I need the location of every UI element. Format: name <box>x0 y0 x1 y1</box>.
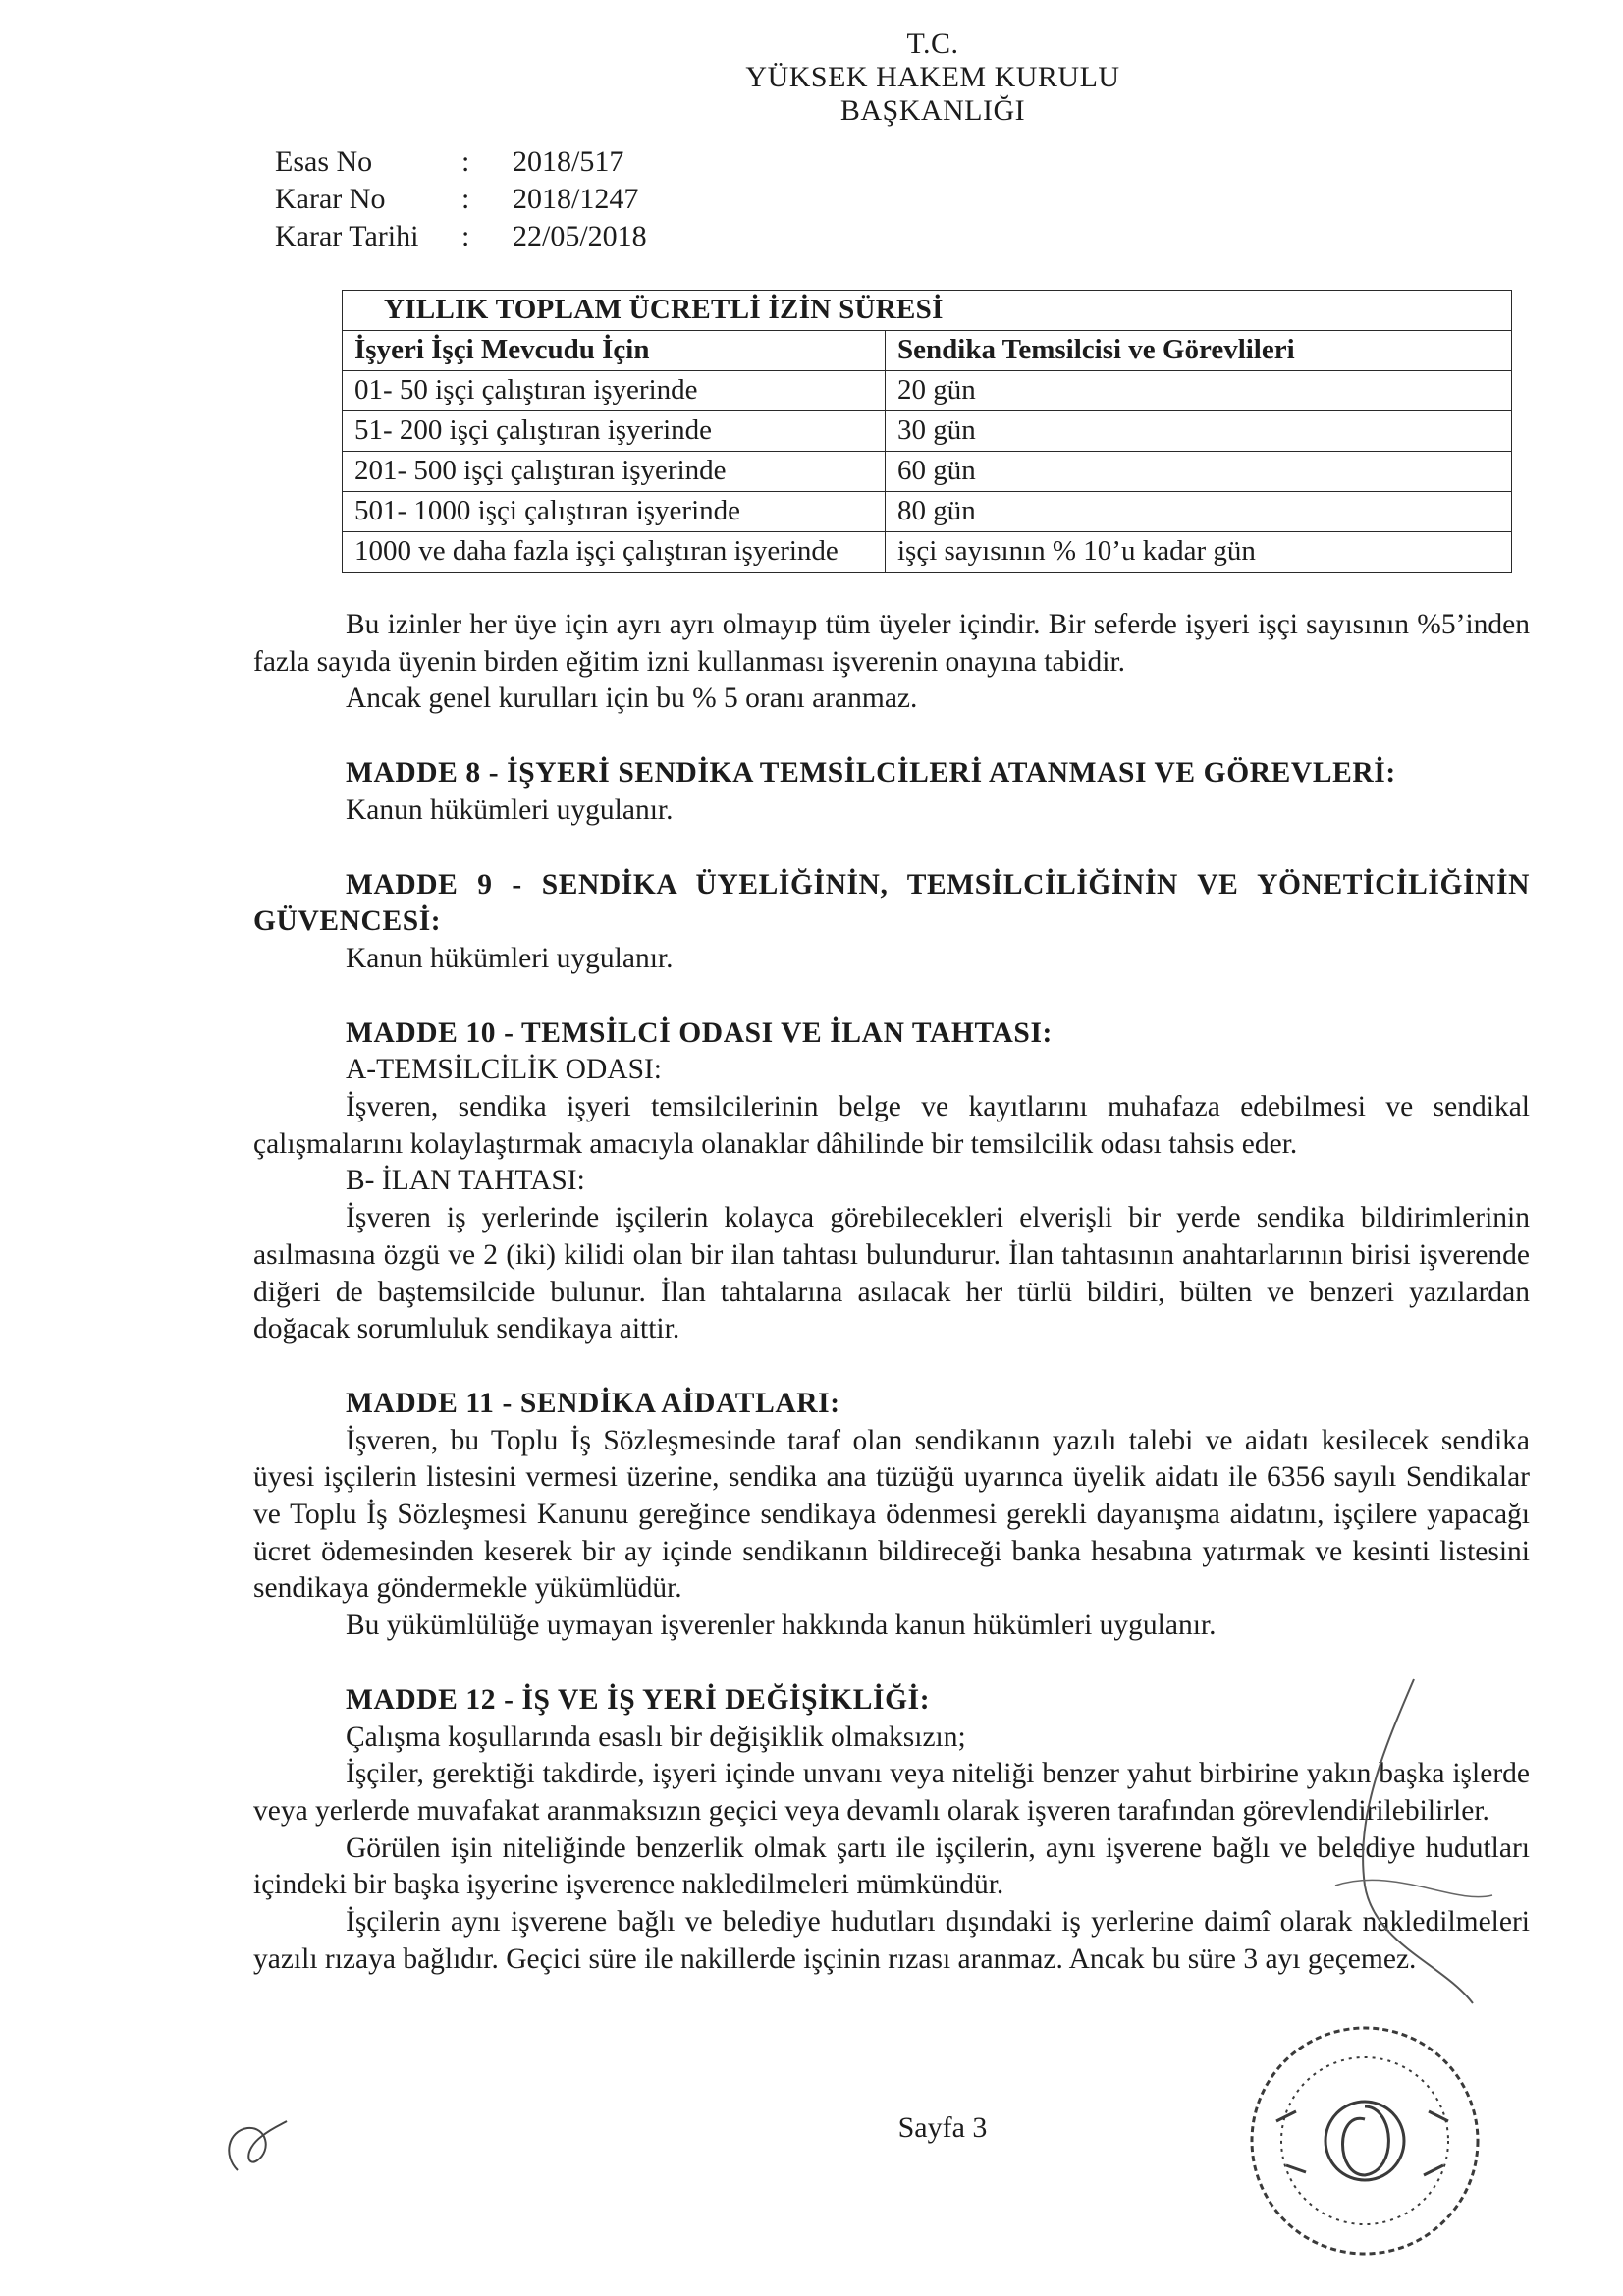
article-heading: MADDE 11 - SENDİKA AİDATLARI: <box>346 1387 840 1419</box>
esas-row <box>275 143 647 181</box>
tarih-row <box>275 218 647 255</box>
table-cell: 80 gün <box>886 492 1512 532</box>
table-cell: 1000 ve daha fazla işçi çalıştıran işyerinde <box>343 532 886 573</box>
tc-label: T.C. <box>906 27 959 60</box>
article-heading: MADDE 10 - TEMSİLCİ ODASI VE İLAN TAHTASI: <box>346 1016 1053 1049</box>
table-row <box>343 532 1512 573</box>
colon: : <box>461 220 470 252</box>
paragraph: Kanun hükümleri uygulanır. <box>346 793 674 826</box>
leave-table <box>342 290 1512 573</box>
paragraph: İşçiler, gerektiği takdirde, işyeri içinde unvanı veya niteliği benzer yahut birbirine yakın başka işlerde veya yerlerde muvafakat aranmaksızın geçici veya devamlı olarak işveren tarafından görevlendirilebilirler. <box>253 1758 1530 1827</box>
official-seal-icon <box>1217 2003 1512 2278</box>
table-header-row <box>343 331 1512 371</box>
table-title-row <box>343 291 1512 331</box>
karar-label: Karar No <box>275 183 386 215</box>
esas-label: Esas No <box>275 145 373 178</box>
table-row <box>343 371 1512 411</box>
article-heading: MADDE 9 - SENDİKA ÜYELİĞİNİN, TEMSİLCİLİĞİNİN VE YÖNETİCİLİĞİNİN GÜVENCESİ: <box>253 868 1530 938</box>
paragraph: İşveren iş yerlerinde işçilerin kolayca görebilecekleri elverişli bir yerde sendika bildirimlerinin asılmasına özgü ve 2 (iki) kilidi olan bir ilan tahtası bulundurur. İlan tahtasının anahtarlarının birisi işverende diğeri de baştemsilcide bulunur. İlan tahtalarına asılacak her türlü bildiri, bülten ve benzeri yazılardan doğacak sorumluluk sendikaya aittir. <box>253 1202 1530 1345</box>
table-cell: 60 gün <box>886 452 1512 492</box>
article-heading: MADDE 8 - İŞYERİ SENDİKA TEMSİLCİLERİ ATANMASI VE GÖREVLERİ: <box>346 757 1396 790</box>
paragraph: Bu yükümlülüğe uymayan işverenler hakkında kanun hükümleri uygulanır. <box>346 1610 1217 1642</box>
column-header: Sendika Temsilcisi ve Görevlileri <box>886 331 1512 371</box>
paragraph: İşveren, bu Toplu İş Sözleşmesinde taraf olan sendikanın yazılı talebi ve aidatı kesilecek sendika üyesi işçilerin listesini vermesi üzerine, sendika ana tüzüğü uyarınca üyelik aidatı ile 6356 sayılı Sendikalar ve Toplu İş Sözleşmesi Kanunu gereğince sendikaya ödenmesi gerekli dayanışma aidatını, işçilere yapacağı ücret ödemesinden keserek bir ay içinde sendikanın bildireceği banka hesabına yatırmak ve kesinti listesini sendikaya göndermekle yükümlüdür. <box>253 1424 1530 1605</box>
table-cell: işçi sayısının % 10’u kadar gün <box>886 532 1512 573</box>
table-row <box>343 492 1512 532</box>
paragraph: Çalışma koşullarında esaslı bir değişiklik olmaksızın; <box>346 1721 966 1753</box>
table-title: YILLIK TOPLAM ÜCRETLİ İZİN SÜRESİ <box>343 291 1512 331</box>
paragraph: Ancak genel kurulları için bu % 5 oranı aranmaz. <box>346 683 918 715</box>
tarih-label: Karar Tarihi <box>275 220 419 252</box>
column-header: İşyeri İşçi Mevcudu İçin <box>343 331 886 371</box>
table-cell: 51- 200 işçi çalıştıran işyerinde <box>343 411 886 452</box>
table-row <box>343 452 1512 492</box>
table-row <box>343 411 1512 452</box>
esas-value: 2018/517 <box>513 145 624 178</box>
table-cell: 501- 1000 işçi çalıştıran işyerinde <box>343 492 886 532</box>
table-cell: 01- 50 işçi çalıştıran işyerinde <box>343 371 886 411</box>
paragraph: Görülen işin niteliğinde benzerlik olmak şartı ile işçilerin, aynı işverene bağlı ve belediye hudutları içindeki bir başka işyerine işverence nakledilmeleri mümkündür. <box>253 1831 1530 1901</box>
tarih-value: 22/05/2018 <box>513 220 647 252</box>
sub-heading: B- İLAN TAHTASI: <box>346 1165 585 1197</box>
colon: : <box>461 145 470 178</box>
article-heading: MADDE 12 - İŞ VE İŞ YERİ DEĞİŞİKLİĞİ: <box>346 1683 931 1716</box>
institution-name-line2: BAŞKANLIĞI <box>839 94 1026 127</box>
sub-heading: A-TEMSİLCİLİK ODASI: <box>346 1054 663 1086</box>
karar-row <box>275 181 647 218</box>
initials-mark <box>218 2116 297 2185</box>
table-cell: 30 gün <box>886 411 1512 452</box>
signature-mark <box>1296 1669 1512 2043</box>
institution-name: YÜKSEK HAKEM KURULU <box>745 61 1120 93</box>
colon: : <box>461 183 470 215</box>
table-cell: 201- 500 işçi çalıştıran işyerinde <box>343 452 886 492</box>
case-meta <box>275 143 647 255</box>
paragraph: İşçilerin aynı işverene bağlı ve belediye hudutları dışındaki iş yerlerine daimî olarak nakledilmeleri yazılı rızaya bağlıdır. Geçici süre ile nakillerde işçinin rızası aranmaz. Ancak bu süre 3 ayı geçemez. <box>253 1906 1530 1975</box>
paragraph: Bu izinler her üye için ayrı ayrı olmayıp tüm üyeler içindir. Bir seferde işyeri işçi sayısının %5’inden fazla sayıda üyenin birden eğitim izni kullanması işverenin onayına tabidir. <box>253 609 1530 678</box>
paragraph: İşveren, sendika işyeri temsilcilerinin belge ve kayıtlarını muhafaza edebilmesi ve sendikal çalışmalarını kolaylaştırmak amacıyla olanaklar dâhilinde bir temsilcilik odası tahsis eder. <box>253 1091 1530 1160</box>
page-number: Sayfa 3 <box>897 2111 988 2144</box>
paragraph: Kanun hükümleri uygulanır. <box>346 942 674 974</box>
table-cell: 20 gün <box>886 371 1512 411</box>
institution-header <box>677 27 1188 128</box>
karar-value: 2018/1247 <box>513 183 639 215</box>
